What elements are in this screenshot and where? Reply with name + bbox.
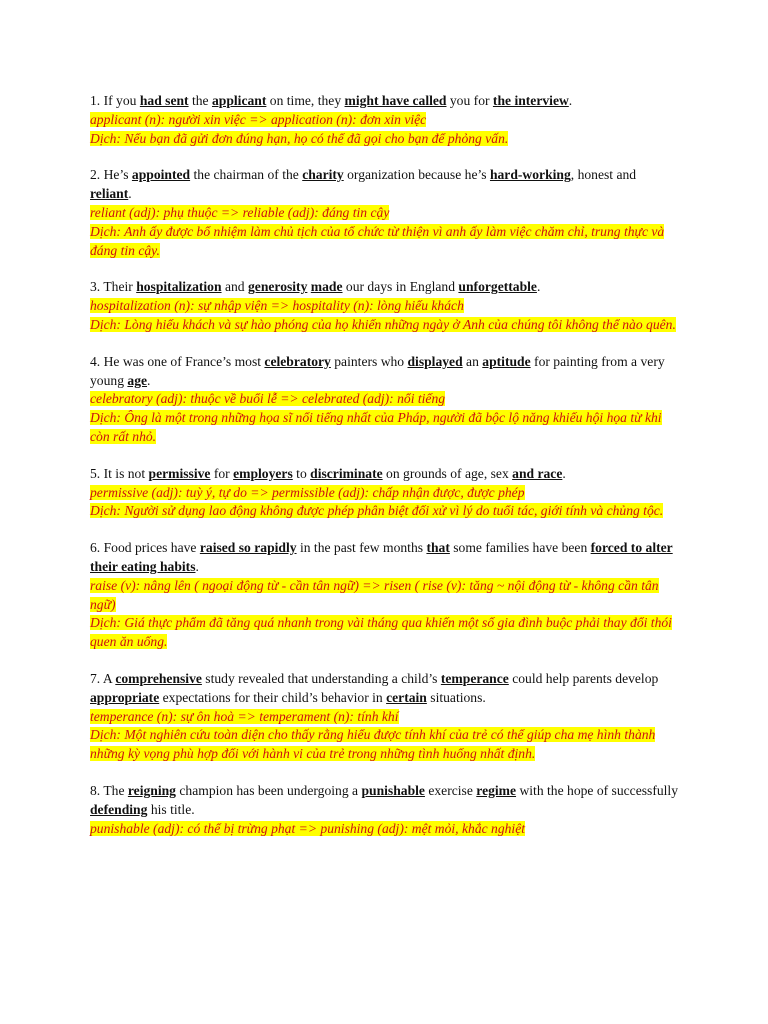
underlined-keyword: appointed bbox=[131, 167, 191, 183]
highlighted-text: Dịch: Anh ấy được bổ nhiệm làm chủ tịch của tổ chức từ thiện vì anh ấy làm việc chăm chỉ, trung thực và đáng tin cậy. bbox=[90, 223, 665, 258]
underlined-keyword: that bbox=[426, 540, 450, 556]
sentence-text: for bbox=[210, 465, 234, 481]
underlined-keyword: aptitude bbox=[482, 353, 531, 369]
sentence-text: . bbox=[536, 279, 541, 295]
sentence-text: , honest and bbox=[570, 167, 637, 183]
exercise-sentence bbox=[90, 353, 680, 391]
highlighted-text: hospitalization (n): sự nhập viện => hospitality (n): lòng hiếu khách bbox=[90, 298, 464, 314]
sentence-text: 7. A bbox=[90, 670, 116, 686]
sentence-text: for painting from a very young bbox=[90, 353, 665, 388]
underlined-keyword: discriminate bbox=[310, 465, 383, 481]
underlined-keyword: employers bbox=[233, 465, 293, 481]
exercise-item bbox=[90, 92, 680, 148]
exercise-item bbox=[90, 166, 680, 260]
vocabulary-note bbox=[90, 111, 680, 130]
sentence-text: 8. The bbox=[90, 782, 128, 798]
vocabulary-note bbox=[90, 577, 680, 615]
highlighted-text: permissive (adj): tuỳ ý, tự do => permissible (adj): chấp nhận được, được phép bbox=[90, 484, 525, 500]
underlined-keyword: certain bbox=[386, 689, 427, 705]
underlined-keyword: the interview bbox=[492, 93, 569, 108]
sentence-text: our days in England bbox=[342, 279, 459, 295]
highlighted-text: Dịch: Một nghiên cứu toàn diện cho thấy rằng hiểu được tính khí của trẻ có thể giúp cha mẹ hình thành những kỳ vọng phù hợp đối với hành vi của trẻ trong những tình huống nhất định. bbox=[90, 727, 656, 762]
underlined-keyword: age bbox=[127, 372, 148, 388]
sentence-text: . bbox=[147, 372, 151, 388]
sentence-text: on grounds of age, sex bbox=[382, 465, 513, 481]
underlined-keyword: unforgettable bbox=[458, 279, 537, 295]
sentence-text: some families have been bbox=[449, 540, 591, 556]
exercise-item bbox=[90, 278, 680, 334]
sentence-text: and bbox=[221, 279, 248, 295]
underlined-keyword: appropriate bbox=[90, 689, 160, 705]
underlined-keyword: hospitalization bbox=[136, 279, 222, 295]
translation-note bbox=[90, 409, 680, 447]
vocabulary-note bbox=[90, 204, 680, 223]
sentence-text: 1. If you bbox=[90, 93, 140, 108]
document-page bbox=[90, 92, 680, 856]
sentence-text: study revealed that understanding a child’s bbox=[201, 670, 441, 686]
underlined-keyword: defending bbox=[90, 801, 148, 817]
underlined-keyword: permissive bbox=[148, 465, 211, 481]
underlined-keyword: and race bbox=[512, 465, 563, 481]
translation-note bbox=[90, 316, 680, 335]
sentence-text: to bbox=[292, 465, 311, 481]
underlined-keyword: hard-working bbox=[489, 167, 571, 183]
exercise-sentence bbox=[90, 782, 680, 820]
sentence-text: . bbox=[128, 186, 132, 202]
underlined-keyword: temperance bbox=[440, 670, 509, 686]
sentence-text: 3. Their bbox=[90, 279, 137, 295]
sentence-text: on time, they bbox=[266, 93, 345, 108]
vocabulary-note bbox=[90, 708, 680, 727]
underlined-keyword: regime bbox=[476, 782, 517, 798]
highlighted-text: celebratory (adj): thuộc về buổi lễ => celebrated (adj): nổi tiếng bbox=[90, 391, 446, 407]
sentence-text: 4. He was one of France’s most bbox=[90, 353, 265, 369]
sentence-text: 6. Food prices have bbox=[90, 540, 200, 556]
sentence-text: champion has been undergoing a bbox=[175, 782, 362, 798]
underlined-keyword: charity bbox=[302, 167, 344, 183]
sentence-text: you for bbox=[446, 93, 493, 108]
exercise-item bbox=[90, 539, 680, 652]
exercise-item bbox=[90, 465, 680, 521]
sentence-text: the bbox=[188, 93, 212, 108]
highlighted-text: Dịch: Nếu bạn đã gửi đơn đúng hạn, họ có thể đã gọi cho bạn để phỏng vấn. bbox=[90, 130, 509, 146]
highlighted-text: punishable (adj): có thể bị trừng phạt => punishing (adj): mệt mỏi, khắc nghiệt bbox=[90, 820, 526, 836]
exercise-item bbox=[90, 782, 680, 838]
underlined-keyword: comprehensive bbox=[115, 670, 202, 686]
translation-note bbox=[90, 614, 680, 652]
exercise-sentence bbox=[90, 670, 680, 708]
highlighted-text: raise (v): nâng lên ( ngoại động từ - cần tân ngữ) => risen ( rise (v): tăng ~ nội động từ - không cần tân ngữ) bbox=[90, 577, 659, 612]
underlined-keyword: reigning bbox=[127, 782, 176, 798]
vocabulary-note bbox=[90, 390, 680, 409]
underlined-keyword: might have called bbox=[344, 93, 447, 108]
translation-note bbox=[90, 726, 680, 764]
underlined-keyword: raised so rapidly bbox=[199, 540, 297, 556]
sentence-text: with the hope of successfully bbox=[516, 782, 679, 798]
exercise-sentence bbox=[90, 539, 680, 577]
exercise-item bbox=[90, 353, 680, 447]
sentence-text: exercise bbox=[424, 782, 477, 798]
highlighted-text: reliant (adj): phụ thuộc => reliable (adj): đáng tin cậy bbox=[90, 204, 390, 220]
translation-note bbox=[90, 502, 680, 521]
sentence-text: expectations for their child’s behavior in bbox=[159, 689, 387, 705]
sentence-text: his title. bbox=[147, 801, 195, 817]
exercise-sentence bbox=[90, 92, 680, 111]
vocabulary-note bbox=[90, 297, 680, 316]
vocabulary-note bbox=[90, 484, 680, 503]
exercise-sentence bbox=[90, 278, 680, 297]
highlighted-text: Dịch: Ông là một trong những họa sĩ nổi tiếng nhất của Pháp, người đã bộc lộ năng khiếu hội họa từ khi còn rất nhỏ. bbox=[90, 410, 662, 444]
sentence-text: 2. He’s bbox=[90, 167, 132, 183]
vocabulary-note bbox=[90, 820, 680, 839]
underlined-keyword: had sent bbox=[139, 93, 189, 108]
sentence-text: organization because he’s bbox=[343, 167, 490, 183]
translation-note bbox=[90, 223, 680, 261]
underlined-keyword: generosity bbox=[247, 279, 308, 295]
highlighted-text: Dịch: Người sử dụng lao động không được phép phân biệt đối xử vì lý do tuổi tác, giới tính và chủng tộc. bbox=[90, 503, 664, 519]
sentence-text: could help parents develop bbox=[508, 670, 659, 686]
highlighted-text: temperance (n): sự ôn hoà => temperament (n): tính khí bbox=[90, 708, 399, 724]
sentence-text: situations. bbox=[426, 689, 486, 705]
underlined-keyword: forced to alter their eating habits bbox=[90, 540, 673, 574]
underlined-keyword: made bbox=[310, 279, 343, 295]
sentence-text: . bbox=[562, 465, 566, 481]
exercise-sentence bbox=[90, 465, 680, 484]
underlined-keyword: punishable bbox=[361, 782, 425, 798]
exercise-item bbox=[90, 670, 680, 764]
underlined-keyword: displayed bbox=[407, 353, 463, 369]
translation-note bbox=[90, 130, 680, 149]
exercise-sentence bbox=[90, 166, 680, 204]
sentence-text: painters who bbox=[330, 353, 408, 369]
highlighted-text: applicant (n): người xin việc => application (n): đơn xin việc bbox=[90, 111, 427, 127]
sentence-text: 5. It is not bbox=[90, 465, 149, 481]
underlined-keyword: reliant bbox=[90, 186, 129, 202]
highlighted-text: Dịch: Giá thực phẩm đã tăng quá nhanh trong vài tháng qua khiến một số gia đình buộc phải thay đổi thói quen ăn uống. bbox=[90, 615, 672, 650]
sentence-text: in the past few months bbox=[296, 540, 427, 556]
sentence-text: . bbox=[568, 93, 573, 108]
sentence-text: the chairman of the bbox=[190, 167, 303, 183]
underlined-keyword: celebratory bbox=[264, 353, 331, 369]
sentence-text: an bbox=[462, 353, 483, 369]
underlined-keyword: applicant bbox=[211, 93, 267, 108]
sentence-text: . bbox=[195, 558, 199, 574]
highlighted-text: Dịch: Lòng hiếu khách và sự hào phóng của họ khiến những ngày ở Anh của chúng tôi không thể nào quên. bbox=[90, 316, 676, 332]
